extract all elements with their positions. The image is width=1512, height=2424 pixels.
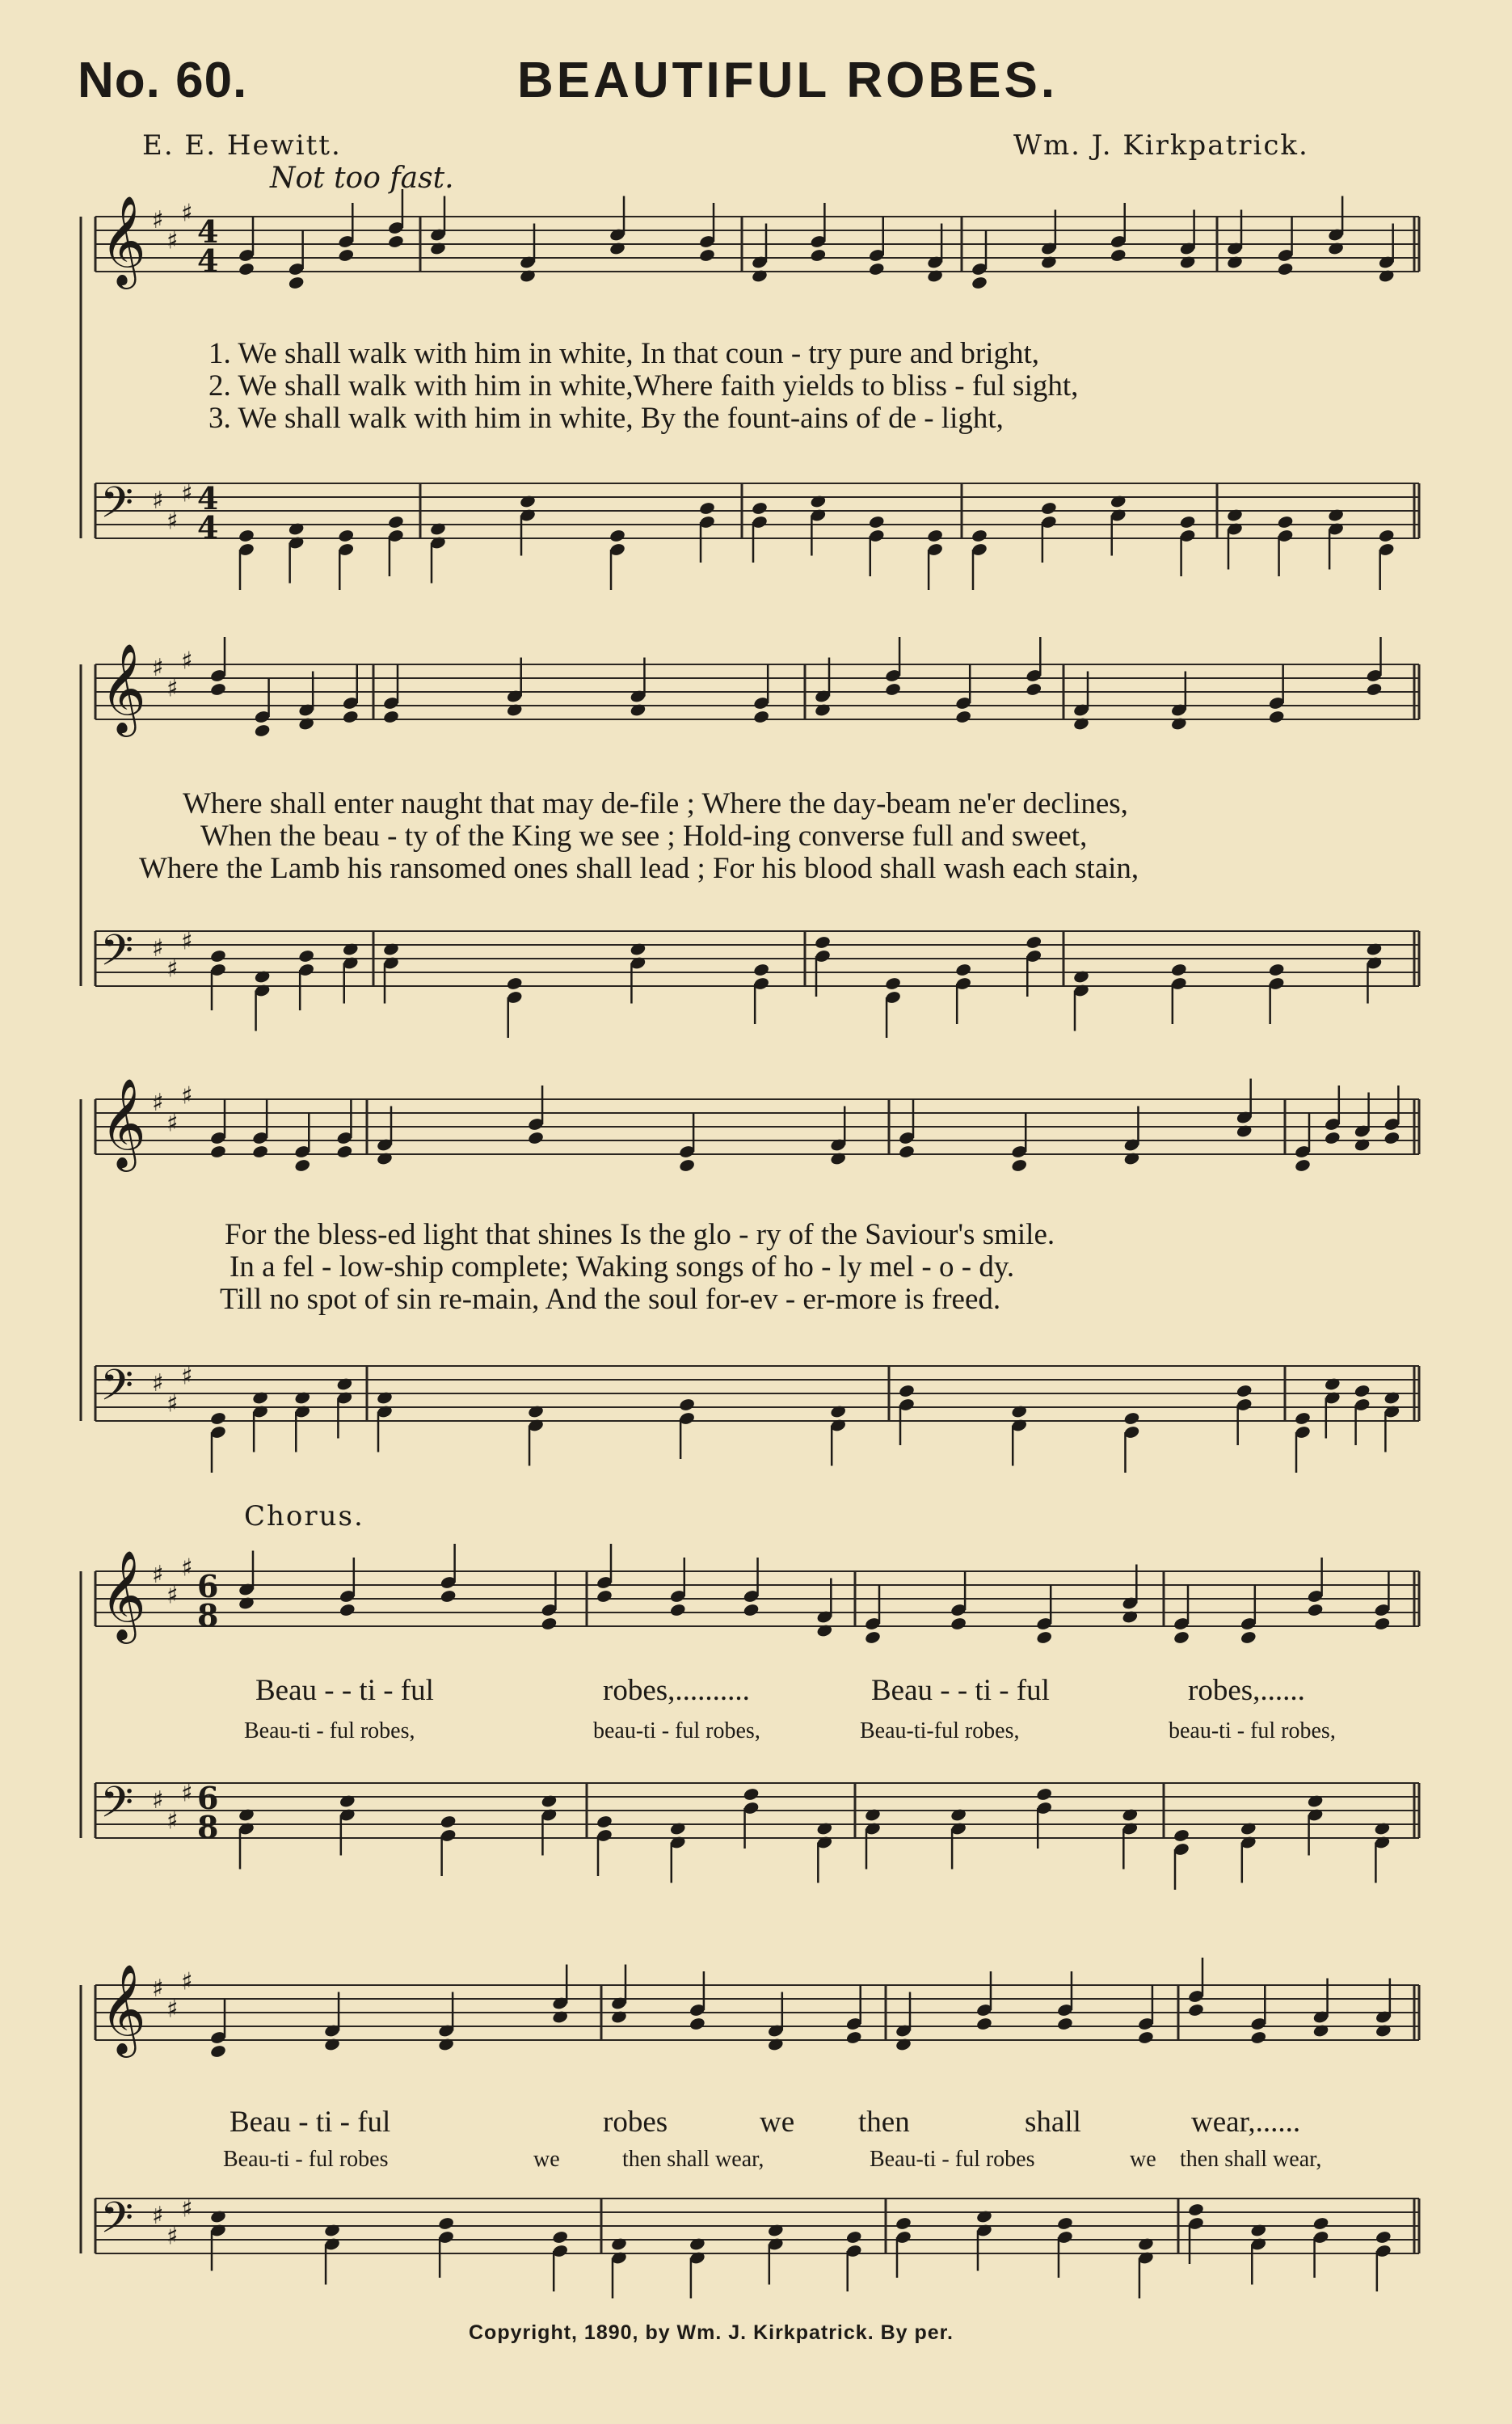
notehead [1173, 1630, 1190, 1645]
hymn-number: No. 60. [78, 53, 248, 108]
notehead [238, 529, 255, 543]
time-signature-top: 6 [197, 1780, 219, 1816]
sharp-icon: ♯ [152, 2202, 164, 2230]
notehead [752, 710, 769, 724]
sharp-icon: ♯ [181, 1967, 193, 1996]
notehead [209, 2044, 226, 2059]
notehead [1324, 1131, 1341, 1145]
time-signature-bottom: 8 [197, 1809, 219, 1845]
time-signature-top: 4 [197, 480, 219, 516]
time-signature-top: 6 [197, 1568, 219, 1604]
notehead [698, 501, 715, 516]
chorus-lyric: robes [603, 2106, 668, 2139]
sharp-icon: ♯ [181, 479, 193, 508]
chorus-lyric-lower: then shall wear, [1180, 2147, 1322, 2172]
notehead [1187, 2203, 1204, 2217]
verse-line: 3. We shall walk with him in white, By the fount-ains of de - light, [208, 402, 1004, 435]
notehead [251, 1145, 268, 1159]
treble-clef-icon: 𝄞 [100, 1549, 146, 1640]
notehead [1026, 682, 1042, 697]
notehead [689, 2017, 705, 2031]
chorus-lyric-lower: then shall wear, [622, 2147, 764, 2172]
time-signature-bottom: 4 [197, 242, 219, 279]
notehead [297, 949, 314, 963]
notehead [975, 2017, 992, 2031]
verse-line: Where shall enter naught that may de-file ; Where the day-beam ne'er declines, [183, 787, 1128, 820]
treble-clef-icon: 𝄞 [100, 1963, 146, 2054]
sharp-icon: ♯ [152, 206, 164, 234]
notehead [955, 963, 972, 977]
sharp-icon: ♯ [166, 1581, 179, 1610]
notehead [678, 1397, 695, 1412]
notehead [884, 976, 901, 991]
sharp-icon: ♯ [152, 1561, 164, 1589]
sharp-icon: ♯ [181, 927, 193, 956]
chorus-lyric: wear,...... [1191, 2106, 1301, 2139]
notehead [1036, 1630, 1053, 1645]
notehead [845, 2230, 862, 2245]
sharp-icon: ♯ [166, 1995, 179, 2024]
notehead [884, 682, 901, 697]
notehead [336, 1145, 353, 1159]
notehead [926, 529, 943, 543]
verse-line: Till no spot of sin re-main, And the soul for-ev - er-more is freed. [220, 1283, 1001, 1316]
notehead [1354, 1384, 1371, 1398]
verse-line: For the bless-ed light that shines Is the glo - ry of the Saviour's smile. [225, 1218, 1055, 1251]
sharp-icon: ♯ [166, 2222, 179, 2251]
notehead [238, 262, 255, 276]
notehead [382, 710, 399, 724]
notehead [506, 976, 523, 991]
notehead [845, 2030, 862, 2045]
notehead [339, 1603, 356, 1617]
notehead [1307, 1603, 1324, 1617]
sharp-icon: ♯ [152, 934, 164, 963]
notehead [342, 710, 359, 724]
notehead [1375, 2230, 1392, 2245]
notehead [743, 1787, 760, 1802]
notehead [1036, 1787, 1053, 1802]
notehead [1268, 710, 1285, 724]
chorus-lyric-lower: beau-ti - ful robes, [593, 1718, 760, 1743]
chorus-lyric: Beau - - ti - ful [871, 1674, 1050, 1707]
notehead [810, 248, 827, 263]
bass-clef-icon: 𝄢 [100, 2194, 134, 2253]
notehead [338, 529, 355, 543]
sharp-icon: ♯ [166, 1109, 179, 1138]
notehead [1268, 963, 1285, 977]
notehead [898, 1145, 915, 1159]
bass-clef-icon: 𝄢 [100, 1361, 134, 1421]
sharp-icon: ♯ [166, 1389, 179, 1419]
sharp-icon: ♯ [181, 1779, 193, 1808]
notehead [440, 1589, 457, 1604]
notehead [1011, 1158, 1028, 1173]
sharp-icon: ♯ [166, 226, 179, 255]
sharp-icon: ♯ [181, 2194, 193, 2224]
notehead [1170, 963, 1187, 977]
notehead [1384, 1131, 1400, 1145]
chorus-lyric-lower: Beau-ti - ful robes [223, 2147, 389, 2172]
bass-clef-icon: 𝄢 [100, 926, 134, 986]
sharp-icon: ♯ [166, 955, 179, 984]
notehead [1312, 2216, 1329, 2231]
notehead [1294, 1158, 1311, 1173]
chorus-lyric: robes,...... [1188, 1674, 1305, 1707]
notehead [209, 1411, 226, 1426]
bass-clef-icon: 𝄢 [100, 1778, 134, 1838]
notehead [752, 963, 769, 977]
notehead [437, 2216, 454, 2231]
treble-staff [95, 1099, 1419, 1154]
notehead [254, 723, 271, 738]
verse-line: 1. We shall walk with him in white, In that coun - try pure and bright, [208, 337, 1040, 370]
verse-line: When the beau - ty of the King we see ; Hold-ing converse full and sweet, [200, 820, 1088, 853]
chorus-lyric: Beau - - ti - ful [255, 1674, 434, 1707]
sharp-icon: ♯ [181, 1081, 193, 1111]
notehead [387, 515, 404, 529]
notehead [814, 935, 831, 950]
sharp-icon: ♯ [181, 1553, 193, 1583]
notehead [294, 1158, 311, 1173]
sharp-icon: ♯ [166, 1806, 179, 1836]
notehead [440, 1815, 457, 1829]
notehead [1277, 262, 1294, 276]
treble-clef-icon: 𝄞 [100, 195, 146, 285]
notehead [209, 1145, 226, 1159]
notehead [950, 1617, 967, 1631]
notehead [1236, 1384, 1253, 1398]
verse-line: 2. We shall walk with him in white,Where faith yields to bliss - ful sight, [208, 369, 1079, 403]
notehead [596, 1815, 613, 1829]
sharp-icon: ♯ [166, 674, 179, 703]
chorus-lyric-lower: we [533, 2147, 560, 2172]
notehead [971, 529, 988, 543]
notehead [669, 1603, 686, 1617]
chorus-lyric: we [760, 2106, 795, 2139]
notehead [1250, 2030, 1267, 2045]
notehead [743, 1603, 760, 1617]
sharp-icon: ♯ [152, 1975, 164, 2003]
notehead [868, 515, 885, 529]
notehead [1137, 2030, 1154, 2045]
notehead [288, 276, 305, 290]
time-signature-top: 4 [197, 213, 219, 250]
notehead [1056, 2017, 1073, 2031]
notehead [864, 1630, 881, 1645]
treble-clef-icon: 𝄞 [100, 643, 146, 733]
copyright-notice: Copyright, 1890, by Wm. J. Kirkpatrick. By per. [469, 2321, 954, 2344]
chorus-label: Chorus. [244, 1500, 364, 1532]
sharp-icon: ♯ [152, 1786, 164, 1815]
time-signature-bottom: 8 [197, 1597, 219, 1634]
notehead [1187, 2003, 1204, 2017]
notehead [1294, 1411, 1311, 1426]
notehead [387, 234, 404, 249]
treble-staff [95, 1985, 1419, 2040]
bass-clef-icon: 𝄢 [100, 478, 134, 538]
notehead [1026, 935, 1042, 950]
notehead [1240, 1630, 1257, 1645]
notehead [1277, 515, 1294, 529]
chorus-lyric: then [858, 2106, 910, 2139]
notehead [678, 1158, 695, 1173]
notehead [1179, 515, 1196, 529]
notehead [898, 1384, 915, 1398]
notehead [609, 529, 625, 543]
notehead [1173, 1828, 1190, 1843]
notehead [1378, 529, 1395, 543]
bass-staff [95, 931, 1419, 986]
notehead [209, 949, 226, 963]
notehead [1123, 1411, 1140, 1426]
notehead [1366, 682, 1383, 697]
chorus-lyric-lower: beau-ti - ful robes, [1169, 1718, 1336, 1743]
chorus-lyric-lower: Beau-ti-ful robes, [860, 1718, 1020, 1743]
sharp-icon: ♯ [166, 507, 179, 536]
notehead [1110, 248, 1127, 263]
notehead [971, 276, 988, 290]
bass-staff [95, 2198, 1419, 2253]
sharp-icon: ♯ [152, 1369, 164, 1397]
composer-credit: Wm. J. Kirkpatrick. [1013, 129, 1309, 162]
chorus-lyric: Beau - ti - ful [230, 2106, 391, 2139]
chorus-lyric-lower: we [1130, 2147, 1156, 2172]
verse-line: In a fel - low-ship complete; Waking songs of ho - ly mel - o - dy. [230, 1250, 1015, 1284]
notehead [1374, 1617, 1391, 1631]
notehead [209, 682, 226, 697]
sharp-icon: ♯ [152, 1089, 164, 1117]
notehead [955, 710, 972, 724]
notehead [541, 1617, 558, 1631]
treble-staff [95, 664, 1419, 719]
verse-line: Where the Lamb his ransomed ones shall lead ; For his blood shall wash each stain, [139, 852, 1139, 885]
bass-staff [95, 1366, 1419, 1421]
sharp-icon: ♯ [181, 1362, 193, 1391]
chorus-lyric-lower: Beau-ti - ful robes, [244, 1718, 415, 1743]
hymn-title: BEAUTIFUL ROBES. [517, 53, 1059, 108]
notehead [527, 1131, 544, 1145]
chorus-lyric: robes,.......... [603, 1674, 750, 1707]
notehead [596, 1589, 613, 1604]
sharp-icon: ♯ [181, 199, 193, 228]
treble-clef-icon: 𝄞 [100, 1077, 146, 1168]
notehead [751, 501, 768, 516]
notehead [1056, 2216, 1073, 2231]
time-signature-bottom: 4 [197, 509, 219, 546]
notehead [338, 248, 355, 263]
sharp-icon: ♯ [152, 487, 164, 515]
chorus-lyric: shall [1025, 2106, 1081, 2139]
tempo-marking: Not too fast. [270, 162, 454, 195]
notehead [698, 248, 715, 263]
sharp-icon: ♯ [152, 654, 164, 682]
notehead [868, 262, 885, 276]
author-credit: E. E. Hewitt. [142, 129, 342, 162]
notehead [552, 2230, 569, 2245]
notehead [895, 2216, 912, 2231]
notehead [1040, 501, 1057, 516]
chorus-lyric-lower: Beau-ti - ful robes [870, 2147, 1035, 2172]
sharp-icon: ♯ [181, 647, 193, 676]
